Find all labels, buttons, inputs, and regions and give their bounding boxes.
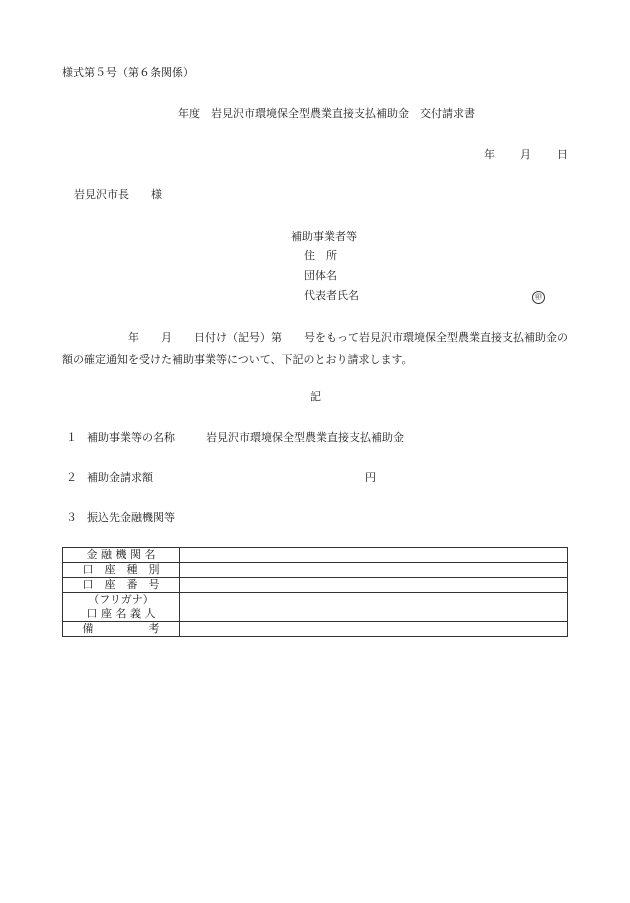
- item-value: 岩見沢市環境保全型農業直接支払補助金: [206, 431, 404, 444]
- item-number: １: [66, 431, 77, 444]
- addressee: 岩見沢市長 様: [74, 188, 162, 201]
- bank-account-table: [62, 547, 568, 637]
- table-value[interactable]: [180, 548, 568, 563]
- table-row: [63, 622, 568, 637]
- table-label: 口 座 種 別: [63, 563, 180, 578]
- table-label: 備 考: [63, 622, 180, 637]
- org-label: 団体名: [304, 269, 337, 282]
- document-title: 年度 岩見沢市環境保全型農業直接支払補助金 交付請求書: [178, 107, 475, 120]
- address-label: 住 所: [304, 249, 337, 262]
- table-row: [63, 563, 568, 578]
- furigana-label: （フリガナ）: [88, 593, 154, 606]
- seal-icon: ㊞: [532, 291, 545, 304]
- item-number: ３: [66, 511, 77, 524]
- body-text: 年 月 日付け（記号）第 号をもって岩見沢市環境保全型農業直接支払補助金の額の確定通知を受けた補助事業等について、下記のとおり請求します。: [62, 331, 568, 366]
- item-number: ２: [66, 471, 77, 484]
- table-label: 口 座 番 号: [63, 578, 180, 593]
- date-year: 年: [484, 148, 495, 161]
- date-day: 日: [557, 148, 568, 161]
- table-value[interactable]: [180, 563, 568, 578]
- table-value[interactable]: [180, 593, 568, 622]
- item-label: 補助事業等の名称: [87, 431, 175, 444]
- table-label: [63, 593, 180, 622]
- table-value[interactable]: [180, 622, 568, 637]
- item-label: 振込先金融機関等: [87, 511, 175, 524]
- table-row: [63, 578, 568, 593]
- table-value[interactable]: [180, 578, 568, 593]
- table-label: 金 融 機 関 名: [63, 548, 180, 563]
- item-value: 円: [365, 471, 376, 484]
- account-holder-label: 口 座 名 義 人: [86, 607, 156, 620]
- applicant-heading: 補助事業者等: [291, 230, 357, 243]
- form-id: 様式第５号（第６条関係）: [62, 66, 194, 79]
- table-row: [63, 548, 568, 563]
- item-label: 補助金請求額: [87, 471, 153, 484]
- seal-mark: [532, 289, 545, 304]
- table-row: [63, 593, 568, 622]
- ki-heading: 記: [310, 390, 321, 403]
- rep-label: 代表者氏名: [304, 289, 359, 302]
- date-month: 月: [520, 148, 531, 161]
